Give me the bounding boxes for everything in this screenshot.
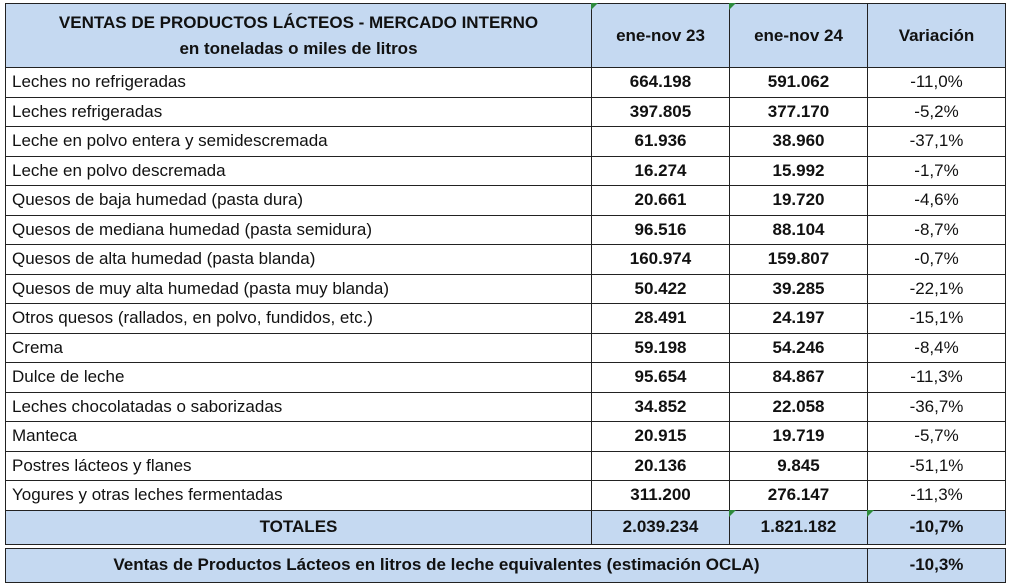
- row-label: Leches chocolatadas o saborizadas: [6, 392, 592, 422]
- row-value-24: 19.719: [730, 422, 868, 452]
- table-row: [6, 97, 1006, 127]
- table-subtitle: en toneladas o miles de litros: [179, 38, 418, 58]
- row-variation: -51,1%: [868, 451, 1006, 481]
- table-row: [6, 245, 1006, 275]
- row-variation: -37,1%: [868, 127, 1006, 157]
- row-variation: -36,7%: [868, 392, 1006, 422]
- row-value-23: 95.654: [592, 363, 730, 393]
- dairy-sales-table: [5, 3, 1006, 583]
- row-value-23: 59.198: [592, 333, 730, 363]
- row-variation: -11,0%: [868, 68, 1006, 98]
- totals-variation: -10,7%: [868, 510, 1006, 544]
- column-header-ene-nov-24: ene-nov 24: [730, 4, 868, 68]
- table-row: [6, 333, 1006, 363]
- row-label: Leches refrigeradas: [6, 97, 592, 127]
- row-label: Leches no refrigeradas: [6, 68, 592, 98]
- row-variation: -5,7%: [868, 422, 1006, 452]
- table-title: VENTAS DE PRODUCTOS LÁCTEOS - MERCADO INTERNO: [58, 12, 539, 32]
- row-variation: -8,4%: [868, 333, 1006, 363]
- totals-row: [6, 510, 1006, 544]
- row-label: Quesos de baja humedad (pasta dura): [6, 186, 592, 216]
- row-value-24: 38.960: [730, 127, 868, 157]
- ocla-variation: -10,3%: [868, 548, 1006, 582]
- row-variation: -22,1%: [868, 274, 1006, 304]
- row-label: Otros quesos (rallados, en polvo, fundidos, etc.): [6, 304, 592, 334]
- row-value-24: 84.867: [730, 363, 868, 393]
- table-row: [6, 127, 1006, 157]
- row-value-24: 19.720: [730, 186, 868, 216]
- table-row: [6, 156, 1006, 186]
- row-value-23: 20.915: [592, 422, 730, 452]
- table-row: [6, 363, 1006, 393]
- row-label: Quesos de alta humedad (pasta blanda): [6, 245, 592, 275]
- header-row: [6, 4, 1006, 68]
- row-value-24: 159.807: [730, 245, 868, 275]
- table-row: [6, 68, 1006, 98]
- row-value-24: 377.170: [730, 97, 868, 127]
- table-row: [6, 422, 1006, 452]
- row-value-23: 28.491: [592, 304, 730, 334]
- row-value-23: 20.136: [592, 451, 730, 481]
- row-variation: -5,2%: [868, 97, 1006, 127]
- row-variation: -11,3%: [868, 481, 1006, 511]
- table-row: [6, 451, 1006, 481]
- ocla-label: Ventas de Productos Lácteos en litros de leche equivalentes (estimación OCLA): [6, 548, 868, 582]
- table-row: [6, 481, 1006, 511]
- row-value-23: 160.974: [592, 245, 730, 275]
- row-value-23: 311.200: [592, 481, 730, 511]
- row-label: Yogures y otras leches fermentadas: [6, 481, 592, 511]
- totals-value-23: 2.039.234: [592, 510, 730, 544]
- table-title-cell: [6, 4, 592, 68]
- row-label: Quesos de muy alta humedad (pasta muy blanda): [6, 274, 592, 304]
- row-value-23: 61.936: [592, 127, 730, 157]
- table-row: [6, 274, 1006, 304]
- table-row: [6, 304, 1006, 334]
- row-label: Leche en polvo descremada: [6, 156, 592, 186]
- totals-value-24: 1.821.182: [730, 510, 868, 544]
- table-body: [6, 68, 1006, 511]
- table-row: [6, 392, 1006, 422]
- row-variation: -1,7%: [868, 156, 1006, 186]
- row-value-23: 397.805: [592, 97, 730, 127]
- row-label: Dulce de leche: [6, 363, 592, 393]
- row-value-24: 88.104: [730, 215, 868, 245]
- row-value-23: 34.852: [592, 392, 730, 422]
- row-value-23: 50.422: [592, 274, 730, 304]
- row-value-24: 22.058: [730, 392, 868, 422]
- row-value-24: 24.197: [730, 304, 868, 334]
- row-value-23: 16.274: [592, 156, 730, 186]
- row-value-24: 15.992: [730, 156, 868, 186]
- ocla-row: [6, 548, 1006, 582]
- row-label: Manteca: [6, 422, 592, 452]
- row-variation: -8,7%: [868, 215, 1006, 245]
- row-value-24: 276.147: [730, 481, 868, 511]
- row-value-24: 9.845: [730, 451, 868, 481]
- row-label: Postres lácteos y flanes: [6, 451, 592, 481]
- row-label: Leche en polvo entera y semidescremada: [6, 127, 592, 157]
- row-value-24: 591.062: [730, 68, 868, 98]
- table-row: [6, 215, 1006, 245]
- row-variation: -15,1%: [868, 304, 1006, 334]
- row-label: Crema: [6, 333, 592, 363]
- row-value-24: 54.246: [730, 333, 868, 363]
- row-value-23: 664.198: [592, 68, 730, 98]
- column-header-ene-nov-23: ene-nov 23: [592, 4, 730, 68]
- row-label: Quesos de mediana humedad (pasta semidura): [6, 215, 592, 245]
- table-row: [6, 186, 1006, 216]
- row-variation: -0,7%: [868, 245, 1006, 275]
- row-variation: -11,3%: [868, 363, 1006, 393]
- row-value-23: 20.661: [592, 186, 730, 216]
- totals-label: TOTALES: [6, 510, 592, 544]
- row-variation: -4,6%: [868, 186, 1006, 216]
- row-value-23: 96.516: [592, 215, 730, 245]
- column-header-variacion: Variación: [868, 4, 1006, 68]
- row-value-24: 39.285: [730, 274, 868, 304]
